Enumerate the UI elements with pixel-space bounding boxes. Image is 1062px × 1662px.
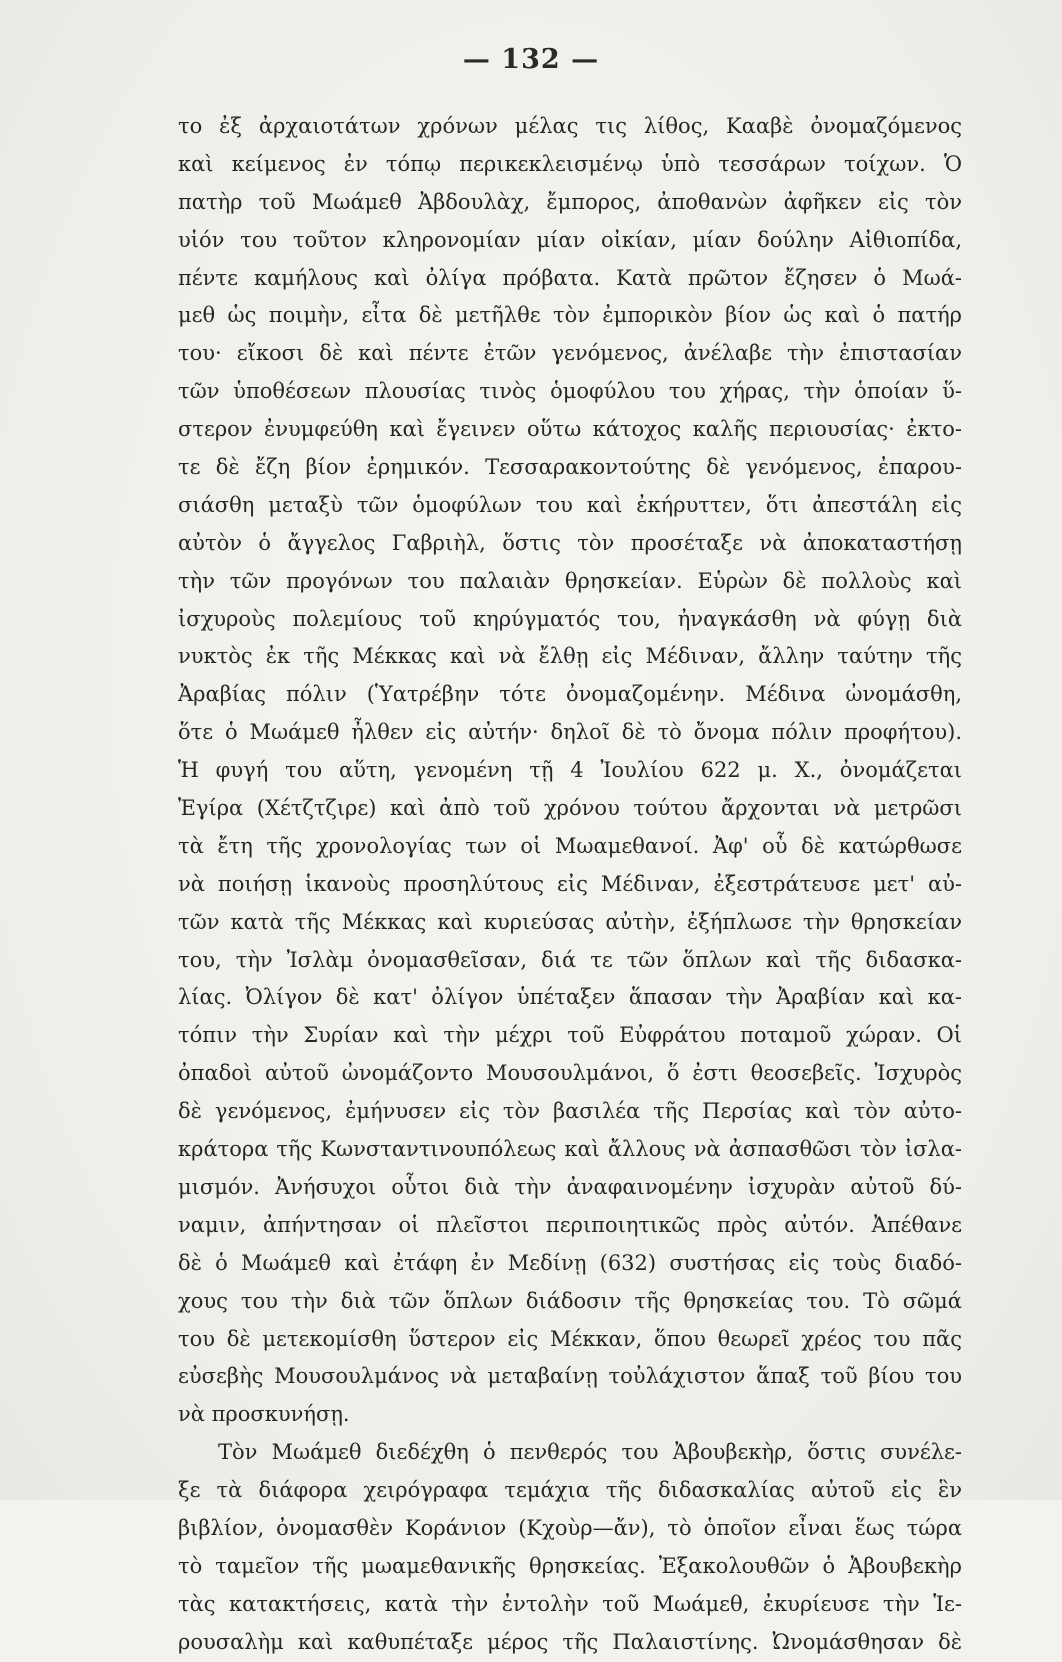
text-line: κράτορα τῆς Κωνσταντινουπόλεως καὶ ἄλλους νὰ ἀσπασθῶσι τὸν ἰσλα- [178, 1137, 962, 1162]
body-text [178, 108, 962, 1662]
page-number: — 132 — [462, 44, 600, 75]
text-line: καὶ κείμενος ἐν τόπῳ περικεκλεισμένῳ ὑπὸ τεσσάρων τοίχων. Ὁ [178, 151, 962, 176]
text-line: τὴν τῶν προγόνων του παλαιὰν θρησκείαν. Εὑρὼν δὲ πολλοὺς καὶ [178, 568, 962, 593]
text-line: ἰσχυροὺς πολεμίους τοῦ κηρύγματός του, ἠναγκάσθη νὰ φύγῃ διὰ [178, 606, 962, 631]
text-line: τῶν κατὰ τῆς Μέκκας καὶ κυριεύσας αὐτὴν, ἐξήπλωσε τὴν θρησκείαν [178, 909, 962, 934]
text-line: σιάσθη μεταξὺ τῶν ὁμοφύλων του καὶ ἐκήρυττεν, ὅτι ἀπεστάλη εἰς [178, 492, 962, 517]
text-line: μισμόν. Ἀνήσυχοι οὗτοι διὰ τὴν ἀναφαινομένην ἰσχυρὰν αὐτοῦ δύ- [178, 1174, 962, 1199]
text-line: αὐτὸν ὁ ἄγγελος Γαβριὴλ, ὅστις τὸν προσέταξε νὰ ἀποκαταστήσῃ [178, 530, 962, 555]
text-line: ρουσαλὴμ καὶ καθυπέταξε μέρος τῆς Παλαιστίνης. Ὠνομάσθησαν δὲ [178, 1629, 962, 1654]
text-line: νὰ ποιήσῃ ἱκανοὺς προσηλύτους εἰς Μέδιναν, ἐξεστράτευσε μετ' αὐ- [178, 871, 962, 896]
text-line: του δὲ μετεκομίσθη ὕστερον εἰς Μέκκαν, ὅπου θεωρεῖ χρέος του πᾶς [178, 1326, 962, 1351]
text-line: τὸ ταμεῖον τῆς μωαμεθανικῆς θρησκείας. Ἐξακολουθῶν ὁ Ἀβουβεκὴρ [178, 1553, 962, 1578]
text-line: τῶν ὑποθέσεων πλουσίας τινὸς ὁμοφύλου του χήρας, τὴν ὁποίαν ὕ- [178, 379, 962, 404]
text-line: πέντε καμήλους καὶ ὀλίγα πρόβατα. Κατὰ πρῶτον ἔζησεν ὁ Μωά- [178, 265, 962, 290]
text-line: στερον ἐνυμφεύθη καὶ ἔγεινεν οὕτω κάτοχος καλῆς περιουσίας· ἐκτο- [178, 417, 962, 442]
text-line: του· εἴκοσι δὲ καὶ πέντε ἐτῶν γενόμενος, ἀνέλαβε τὴν ἐπιστασίαν [178, 341, 962, 366]
text-line: τε δὲ ἔζη βίον ἐρημικόν. Τεσσαρακοντούτης δὲ γενόμενος, ἐπαρου- [178, 455, 962, 480]
text-line: τόπιν τὴν Συρίαν καὶ τὴν μέχρι τοῦ Εὐφράτου ποταμοῦ χώραν. Οἱ [178, 1023, 962, 1048]
text-line: μεθ ὡς ποιμὴν, εἶτα δὲ μετῆλθε τὸν ἐμπορικὸν βίον ὡς καὶ ὁ πατήρ [178, 303, 962, 328]
text-line: Τὸν Μωάμεθ διεδέχθη ὁ πενθερός του Ἀβουβεκὴρ, ὅστις συνέλε- [218, 1440, 962, 1465]
text-line: βιβλίον, ὀνομασθὲν Κοράνιον (Κχοὺρ—ἄν), τὸ ὁποῖον εἶναι ἕως τώρα [178, 1515, 962, 1540]
text-line: ὅτε ὁ Μωάμεθ ἦλθεν εἰς αὐτήν· δηλοῖ δὲ τὸ ὄνομα πόλιν προφήτου). [178, 720, 962, 745]
text-line: λίας. Ὀλίγον δὲ κατ' ὀλίγον ὑπέταξεν ἅπασαν τὴν Ἀραβίαν καὶ κα- [178, 985, 962, 1010]
text-line: τὰς κατακτήσεις, κατὰ τὴν ἐντολὴν τοῦ Μωάμεθ, ἐκυρίευσε τὴν Ἱε- [178, 1591, 962, 1616]
text-line: νυκτὸς ἐκ τῆς Μέκκας καὶ νὰ ἔλθῃ εἰς Μέδιναν, ἄλλην ταύτην τῆς [178, 644, 962, 669]
text-line: ναμιν, ἀπήντησαν οἱ πλεῖστοι περιποιητικῶς πρὸς αὐτόν. Ἀπέθανε [178, 1212, 962, 1237]
text-line: δὲ γενόμενος, ἐμήνυσεν εἰς τὸν βασιλέα τῆς Περσίας καὶ τὸν αὐτο- [178, 1099, 962, 1124]
text-line: νὰ προσκυνήσῃ. [178, 1402, 350, 1427]
text-line: τὰ ἔτη τῆς χρονολογίας των οἱ Μωαμεθανοί. Ἀφ' οὗ δὲ κατώρθωσε [178, 833, 962, 858]
text-line: ὀπαδοὶ αὐτοῦ ὠνομάζοντο Μουσουλμάνοι, ὅ ἐστι θεοσεβεῖς. Ἰσχυρὸς [178, 1061, 962, 1086]
text-line: το ἐξ ἀρχαιοτάτων χρόνων μέλας τις λίθος, Κααβὲ ὀνομαζόμενος [178, 114, 962, 138]
text-line: Ἀραβίας πόλιν (Ὑατρέβην τότε ὀνομαζομένην. Μέδινα ὠνομάσθη, [178, 682, 962, 707]
text-line: Ἡ φυγή του αὕτη, γενομένη τῇ 4 Ἰουλίου 622 μ. Χ., ὀνομάζεται [178, 758, 962, 783]
text-line: πατὴρ τοῦ Μωάμεθ Ἀβδουλὰχ, ἔμπορος, ἀποθανὼν ἀφῆκεν εἰς τὸν [178, 189, 962, 214]
text-line: Ἐγίρα (Χέτζτζιρε) καὶ ἀπὸ τοῦ χρόνου τούτου ἄρχονται νὰ μετρῶσι [178, 796, 962, 821]
text-line: εὐσεβὴς Μουσουλμάνος νὰ μεταβαίνῃ τοὐλάχιστον ἅπαξ τοῦ βίου του [178, 1364, 962, 1389]
text-line: δὲ ὁ Μωάμεθ καὶ ἐτάφη ἐν Μεδίνῃ (632) συστήσας εἰς τοὺς διαδό- [178, 1250, 962, 1275]
text-line: ξε τὰ διάφορα χειρόγραφα τεμάχια τῆς διδασκαλίας αὐτοῦ εἰς ἓν [178, 1478, 962, 1503]
text-line: του, τὴν Ἰσλὰμ ὀνομασθεῖσαν, διά τε τῶν ὅπλων καὶ τῆς διδασκα- [178, 947, 962, 972]
text-line: χους του τὴν διὰ τῶν ὅπλων διάδοσιν τῆς θρησκείας του. Τὸ σῶμά [178, 1288, 962, 1313]
text-line: υἱόν του τοῦτον κληρονομίαν μίαν οἰκίαν, μίαν δούλην Αἰθιοπίδα, [178, 227, 962, 252]
